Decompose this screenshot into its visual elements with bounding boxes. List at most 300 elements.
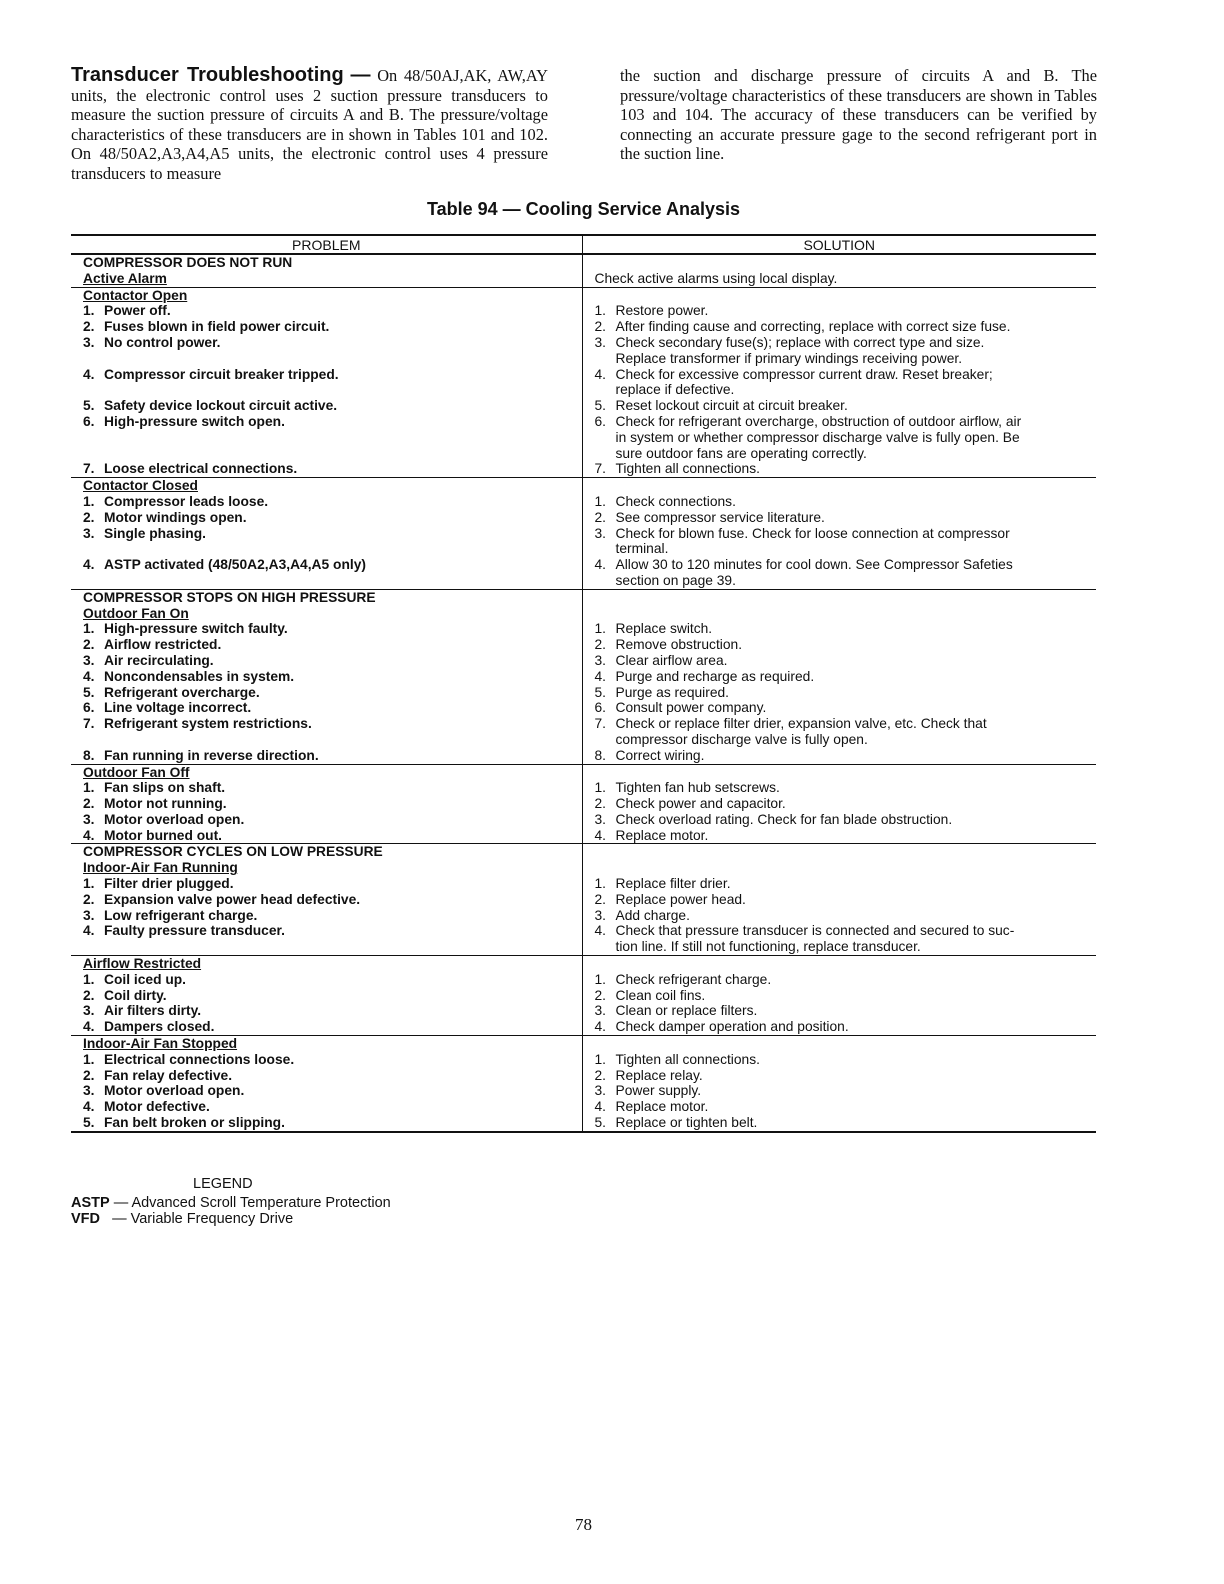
- solution-text: Replace motor.: [615, 827, 709, 843]
- solution-item: [595, 398, 1097, 414]
- subsection-heading: Outdoor Fan Off: [83, 764, 190, 780]
- problem-item: [83, 716, 582, 732]
- solution-item: [595, 1052, 1097, 1068]
- problem-item: [83, 732, 582, 748]
- solution-text: Replace motor.: [615, 1099, 709, 1115]
- item-number: [595, 430, 616, 446]
- item-number: [595, 732, 616, 748]
- item-number: 2.: [594, 637, 607, 653]
- problem-item: [83, 669, 582, 685]
- solution-item: [595, 1083, 1097, 1099]
- problem-text: Motor not running.: [104, 796, 227, 812]
- item-number: 1.: [83, 876, 95, 892]
- problem-item: [83, 812, 582, 828]
- problem-item: [83, 541, 582, 557]
- item-number: 2.: [594, 509, 607, 525]
- solution-item: [595, 669, 1097, 685]
- problem-item: [83, 828, 582, 844]
- problem-item: [83, 1003, 582, 1019]
- problem-header: PROBLEM: [71, 235, 582, 254]
- problem-item: [83, 382, 582, 398]
- problem-item: [83, 446, 582, 462]
- item-number: 2.: [594, 319, 607, 335]
- problem-item: [83, 972, 582, 988]
- solution-text: Replace power head.: [615, 891, 746, 907]
- spacer: [595, 255, 1097, 271]
- item-number: 4.: [594, 923, 607, 939]
- item-number: 5.: [83, 684, 95, 700]
- solution-item: [595, 573, 1097, 589]
- solution-item: [595, 716, 1097, 732]
- subsection-heading: Indoor-Air Fan Stopped: [83, 1036, 238, 1052]
- problem-item: [83, 367, 582, 383]
- item-number: 2.: [83, 987, 95, 1003]
- solution-item: [595, 430, 1097, 446]
- solution-text: Consult power company.: [615, 700, 767, 716]
- table-body: [71, 254, 1096, 1132]
- legend-entry: ASTP — Advanced Scroll Temperature Protection: [71, 1195, 391, 1211]
- item-number: 2.: [83, 796, 95, 812]
- solution-text: Tighten all connections.: [615, 1051, 760, 1067]
- problem-text: Power off.: [104, 303, 171, 319]
- spacer: [595, 288, 1097, 304]
- problem-item: [83, 335, 582, 351]
- spacer: [595, 1036, 1097, 1052]
- section-heading: COMPRESSOR CYCLES ON LOW PRESSURE: [83, 844, 383, 860]
- item-number: 1.: [594, 493, 607, 509]
- solution-text: Clear airflow area.: [615, 652, 728, 668]
- item-number: 2.: [83, 1067, 95, 1083]
- page-number: 78: [575, 1515, 592, 1534]
- item-number: [83, 446, 104, 462]
- item-number: [595, 541, 616, 557]
- solution-text: section on page 39.: [615, 572, 736, 588]
- problem-item: [83, 1083, 582, 1099]
- item-number: 2.: [83, 891, 95, 907]
- item-number: [595, 382, 616, 398]
- legend-title: LEGEND: [193, 1176, 253, 1192]
- solution-text: Replace transformer if primary windings receiving power.: [615, 350, 963, 366]
- problem-item: [83, 557, 582, 573]
- solution-text: Check secondary fuse(s); replace with correct type and size.: [615, 334, 985, 350]
- solution-item: [595, 939, 1097, 955]
- problem-text: Filter drier plugged.: [104, 876, 234, 892]
- problem-text: [104, 732, 108, 748]
- solution-text: compressor discharge valve is fully open.: [615, 731, 868, 747]
- item-number: 4.: [83, 668, 95, 684]
- problem-cell: [71, 287, 582, 478]
- solution-item: [595, 796, 1097, 812]
- problem-item: [83, 685, 582, 701]
- problem-text: Compressor leads loose.: [104, 493, 269, 509]
- solution-text: See compressor service literature.: [615, 509, 825, 525]
- problem-cell: [71, 1036, 582, 1132]
- solution-item: [595, 367, 1097, 383]
- problem-text: Line voltage incorrect.: [104, 700, 252, 716]
- problem-item: [83, 700, 582, 716]
- item-number: 1.: [83, 780, 95, 796]
- solution-cell: [582, 254, 1096, 287]
- solution-item: [595, 923, 1097, 939]
- item-number: [83, 732, 104, 748]
- problem-text: [104, 446, 108, 462]
- item-number: 3.: [83, 334, 95, 350]
- item-number: 1.: [594, 971, 607, 987]
- solution-text: Reset lockout circuit at circuit breaker.: [615, 398, 848, 414]
- solution-item: [595, 732, 1097, 748]
- solution-text: replace if defective.: [615, 382, 735, 398]
- problem-item: [83, 923, 582, 939]
- problem-item: [83, 939, 582, 955]
- item-number: 6.: [594, 413, 607, 429]
- solution-cell: [582, 844, 1096, 956]
- table-row: [71, 1036, 1096, 1132]
- problem-item: [83, 988, 582, 1004]
- intro-left-column: [71, 66, 548, 184]
- problem-item: [83, 1052, 582, 1068]
- solution-text: Check that pressure transducer is connected and secured to suc-: [615, 923, 1015, 939]
- solution-item: [595, 876, 1097, 892]
- item-number: [83, 541, 104, 557]
- subsection-heading: Outdoor Fan On: [83, 605, 189, 621]
- solution-item: [595, 780, 1097, 796]
- problem-item: [83, 1099, 582, 1115]
- item-number: 6.: [83, 413, 95, 429]
- solution-item: [595, 494, 1097, 510]
- solution-header: SOLUTION: [582, 235, 1096, 254]
- item-number: 1.: [83, 971, 95, 987]
- item-number: 7.: [83, 461, 95, 477]
- problem-item: [83, 796, 582, 812]
- intro-text: [71, 66, 1097, 184]
- item-number: 1.: [594, 1051, 607, 1067]
- problem-text: [104, 939, 108, 955]
- item-number: [83, 430, 104, 446]
- solution-text: After finding cause and correcting, replace with correct size fuse.: [615, 319, 1011, 335]
- solution-item: [595, 1003, 1097, 1019]
- problem-text: [104, 382, 108, 398]
- solution-text: Check refrigerant charge.: [615, 971, 772, 987]
- solution-item: [595, 828, 1097, 844]
- problem-text: Single phasing.: [104, 525, 206, 541]
- solution-text: Replace or tighten belt.: [615, 1115, 758, 1131]
- item-number: 4.: [83, 923, 95, 939]
- solution-cell: [582, 287, 1096, 478]
- item-number: 1.: [83, 303, 95, 319]
- item-number: 2.: [83, 637, 95, 653]
- problem-cell: [71, 589, 582, 764]
- problem-text: Coil iced up.: [104, 971, 187, 987]
- item-number: 6.: [83, 700, 95, 716]
- item-number: 3.: [594, 652, 607, 668]
- solution-text: Remove obstruction.: [615, 637, 743, 653]
- legend-entry: VFD — Variable Frequency Drive: [71, 1211, 294, 1227]
- item-number: 3.: [83, 907, 95, 923]
- solution-item: [595, 748, 1097, 764]
- problem-item: [83, 1019, 582, 1035]
- item-number: 7.: [83, 716, 95, 732]
- problem-text: Refrigerant overcharge.: [104, 684, 260, 700]
- problem-text: Fan belt broken or slipping.: [104, 1115, 285, 1131]
- problem-text: Fan slips on shaft.: [104, 780, 226, 796]
- item-number: 4.: [594, 1099, 607, 1115]
- problem-text: Fan running in reverse direction.: [104, 747, 319, 763]
- problem-text: Motor burned out.: [104, 827, 223, 843]
- item-number: 4.: [594, 827, 607, 843]
- solution-cell: [582, 956, 1096, 1036]
- problem-item: [83, 526, 582, 542]
- problem-text: Coil dirty.: [104, 987, 167, 1003]
- solution-item: [595, 510, 1097, 526]
- problem-item: [83, 892, 582, 908]
- problem-text: High-pressure switch faulty.: [104, 621, 288, 637]
- item-number: 2.: [594, 987, 607, 1003]
- table-row: [71, 589, 1096, 764]
- solution-text: terminal.: [615, 541, 669, 557]
- item-number: 8.: [594, 747, 607, 763]
- problem-item: [83, 748, 582, 764]
- solution-item: [595, 351, 1097, 367]
- solution-item: [595, 892, 1097, 908]
- item-number: 6.: [594, 700, 607, 716]
- solution-text: Check overload rating. Check for fan blade obstruction.: [615, 811, 953, 827]
- item-number: 1.: [594, 621, 607, 637]
- solution-text: Check for excessive compressor current draw. Reset breaker;: [615, 366, 993, 382]
- item-number: 2.: [83, 319, 95, 335]
- problem-item: [83, 319, 582, 335]
- solution-text: in system or whether compressor discharge valve is fully open. Be: [615, 429, 1020, 445]
- item-number: 2.: [83, 509, 95, 525]
- spacer: [595, 844, 1097, 860]
- item-number: 5.: [83, 1115, 95, 1131]
- solution-item: [595, 335, 1097, 351]
- solution-item: [595, 988, 1097, 1004]
- solution-text: Correct wiring.: [615, 747, 705, 763]
- item-number: 1.: [594, 876, 607, 892]
- solution-item: [595, 541, 1097, 557]
- problem-item: [83, 653, 582, 669]
- problem-text: Airflow restricted.: [104, 637, 222, 653]
- item-number: 5.: [83, 398, 95, 414]
- item-number: 3.: [594, 907, 607, 923]
- problem-text: Motor overload open.: [104, 811, 245, 827]
- problem-item: [83, 351, 582, 367]
- spacer: [595, 765, 1097, 781]
- problem-item: [83, 414, 582, 430]
- problem-item: [83, 303, 582, 319]
- problem-cell: [71, 478, 582, 590]
- problem-cell: [71, 764, 582, 844]
- problem-text: Compressor circuit breaker tripped.: [104, 366, 339, 382]
- solution-text: Replace switch.: [615, 621, 713, 637]
- solution-text: Check connections.: [615, 493, 736, 509]
- problem-cell: [71, 956, 582, 1036]
- solution-item: [595, 303, 1097, 319]
- spacer: [595, 478, 1097, 494]
- item-number: [83, 939, 104, 955]
- item-number: [83, 351, 104, 367]
- problem-text: Refrigerant system restrictions.: [104, 716, 312, 732]
- heading-dash: —: [350, 64, 371, 86]
- solution-text: Check or replace filter drier, expansion valve, etc. Check that: [615, 716, 987, 732]
- item-number: 1.: [594, 780, 607, 796]
- problem-text: Electrical connections loose.: [104, 1051, 295, 1067]
- solution-item: [595, 557, 1097, 573]
- section-heading: Transducer Troubleshooting: [71, 64, 344, 86]
- problem-text: Noncondensables in system.: [104, 668, 295, 684]
- item-number: 7.: [594, 461, 607, 477]
- solution-item: [595, 1019, 1097, 1035]
- problem-item: [83, 780, 582, 796]
- solution-item: [595, 414, 1097, 430]
- solution-item: [595, 700, 1097, 716]
- item-number: 4.: [594, 366, 607, 382]
- item-number: 2.: [594, 891, 607, 907]
- solution-item: [595, 685, 1097, 701]
- problem-text: No control power.: [104, 334, 221, 350]
- solution-text: Check for refrigerant overcharge, obstruction of outdoor airflow, air: [615, 413, 1022, 429]
- problem-text: Safety device lockout circuit active.: [104, 398, 338, 414]
- item-number: 4.: [83, 1099, 95, 1115]
- solution-item: [595, 637, 1097, 653]
- item-number: 3.: [594, 334, 607, 350]
- item-number: [595, 446, 616, 462]
- item-number: 2.: [594, 796, 607, 812]
- problem-text: Motor overload open.: [104, 1083, 245, 1099]
- problem-item: [83, 621, 582, 637]
- item-number: 3.: [594, 811, 607, 827]
- problem-text: Fuses blown in field power circuit.: [104, 319, 330, 335]
- item-number: 1.: [83, 621, 95, 637]
- intro-right-column: [620, 66, 1097, 184]
- solution-item: [595, 812, 1097, 828]
- solution-item: [595, 908, 1097, 924]
- table-row: [71, 844, 1096, 956]
- subsection-heading: Active Alarm: [83, 270, 167, 286]
- intro-right-text: the suction and discharge pressure of circuits A and B. The pressure/voltage characteristics of these transducers are shown in Tables 103 and 104. The accuracy of these transducers can be verified by connecting an accurate pressure gage to the second refrigerant port in the suction line.: [620, 66, 1097, 164]
- item-number: 3.: [83, 1003, 95, 1019]
- problem-text: Motor defective.: [104, 1099, 210, 1115]
- item-number: 4.: [83, 366, 95, 382]
- solution-item: [595, 446, 1097, 462]
- solution-cell: [582, 1036, 1096, 1132]
- solution-text: Check for blown fuse. Check for loose connection at compressor: [615, 525, 1010, 541]
- problem-text: Faulty pressure transducer.: [104, 923, 285, 939]
- problem-item: [83, 637, 582, 653]
- item-number: 1.: [83, 1051, 95, 1067]
- item-number: 3.: [83, 1083, 95, 1099]
- solution-text: Add charge.: [615, 907, 690, 923]
- problem-text: High-pressure switch open.: [104, 413, 285, 429]
- problem-text: Air recirculating.: [104, 652, 214, 668]
- solution-item: [595, 319, 1097, 335]
- problem-text: ASTP activated (48/50A2,A3,A4,A5 only): [104, 557, 366, 573]
- spacer: [595, 860, 1097, 876]
- problem-text: [104, 430, 108, 446]
- item-number: [595, 573, 616, 589]
- item-number: 4.: [83, 827, 95, 843]
- subsection-heading: Contactor Open: [83, 287, 188, 303]
- problem-item: [83, 430, 582, 446]
- solution-text: Replace filter drier.: [615, 876, 731, 892]
- problem-text: Fan relay defective.: [104, 1067, 233, 1083]
- solution-text: Replace relay.: [615, 1067, 703, 1083]
- item-number: [595, 351, 616, 367]
- item-number: 5.: [594, 1115, 607, 1131]
- item-number: 3.: [594, 525, 607, 541]
- solution-text: Clean coil fins.: [615, 987, 706, 1003]
- solution-text: Purge and recharge as required.: [615, 668, 815, 684]
- table-row: [71, 764, 1096, 844]
- item-number: 5.: [594, 684, 607, 700]
- solution-cell: [582, 478, 1096, 590]
- item-number: 4.: [83, 1019, 95, 1035]
- problem-text: Loose electrical connections.: [104, 461, 298, 477]
- section-heading: COMPRESSOR STOPS ON HIGH PRESSURE: [83, 589, 376, 605]
- solution-item: [595, 382, 1097, 398]
- subsection-heading: Indoor-Air Fan Running: [83, 860, 238, 876]
- solution-item: [595, 1068, 1097, 1084]
- problem-item: [83, 1068, 582, 1084]
- problem-item: [83, 1115, 582, 1131]
- problem-item: [83, 908, 582, 924]
- item-number: 2.: [594, 1067, 607, 1083]
- solution-text: Check power and capacitor.: [615, 796, 786, 812]
- solution-text: Allow 30 to 120 minutes for cool down. See Compressor Safeties: [615, 557, 1013, 573]
- problem-item: [83, 461, 582, 477]
- cooling-service-analysis-table: [71, 234, 1096, 1133]
- solution-cell: [582, 764, 1096, 844]
- spacer: [595, 956, 1097, 972]
- problem-text: Low refrigerant charge.: [104, 907, 258, 923]
- solution-item: [595, 1099, 1097, 1115]
- table-row: [71, 287, 1096, 478]
- item-number: 4.: [594, 1019, 607, 1035]
- problem-text: [104, 351, 108, 367]
- solution-text: Tighten all connections.: [615, 461, 760, 477]
- item-number: 5.: [594, 398, 607, 414]
- solution-item: [595, 1115, 1097, 1131]
- solution-item: [595, 621, 1097, 637]
- intro-left-text: On 48/50AJ,AK, AW,AY units, the electronic control uses 2 suction pressure transducers to measure the suction pressure of circuits A and B. The pressure/voltage characteristics of these transducers are in shown in Tables 101 and 102. On 48/50A2,A3,A4,A5 units, the electronic control uses 4 pressure transducers to measure: [71, 66, 548, 183]
- problem-item: [83, 510, 582, 526]
- solution-item: [595, 526, 1097, 542]
- item-number: 4.: [594, 668, 607, 684]
- solution-item: [595, 653, 1097, 669]
- solution-text: Purge as required.: [615, 684, 730, 700]
- table-row: [71, 254, 1096, 287]
- legend: [71, 1176, 391, 1227]
- solution-item: [595, 461, 1097, 477]
- table-row: [71, 478, 1096, 590]
- problem-item: [83, 573, 582, 589]
- item-number: 3.: [594, 1083, 607, 1099]
- problem-cell: [71, 254, 582, 287]
- problem-item: [83, 876, 582, 892]
- solution-text: Clean or replace filters.: [615, 1003, 758, 1019]
- item-number: 1.: [594, 303, 607, 319]
- problem-item: [83, 398, 582, 414]
- legend-term: ASTP: [71, 1195, 110, 1211]
- solution-text: tion line. If still not functioning, replace transducer.: [615, 939, 921, 955]
- spacer: [595, 606, 1097, 622]
- solution-text: Tighten fan hub setscrews.: [615, 780, 780, 796]
- subsection-heading: Airflow Restricted: [83, 956, 202, 972]
- item-number: [83, 573, 104, 589]
- legend-definition: Advanced Scroll Temperature Protection: [131, 1195, 391, 1211]
- item-number: [595, 939, 616, 955]
- solution-text: Check damper operation and position.: [615, 1019, 849, 1035]
